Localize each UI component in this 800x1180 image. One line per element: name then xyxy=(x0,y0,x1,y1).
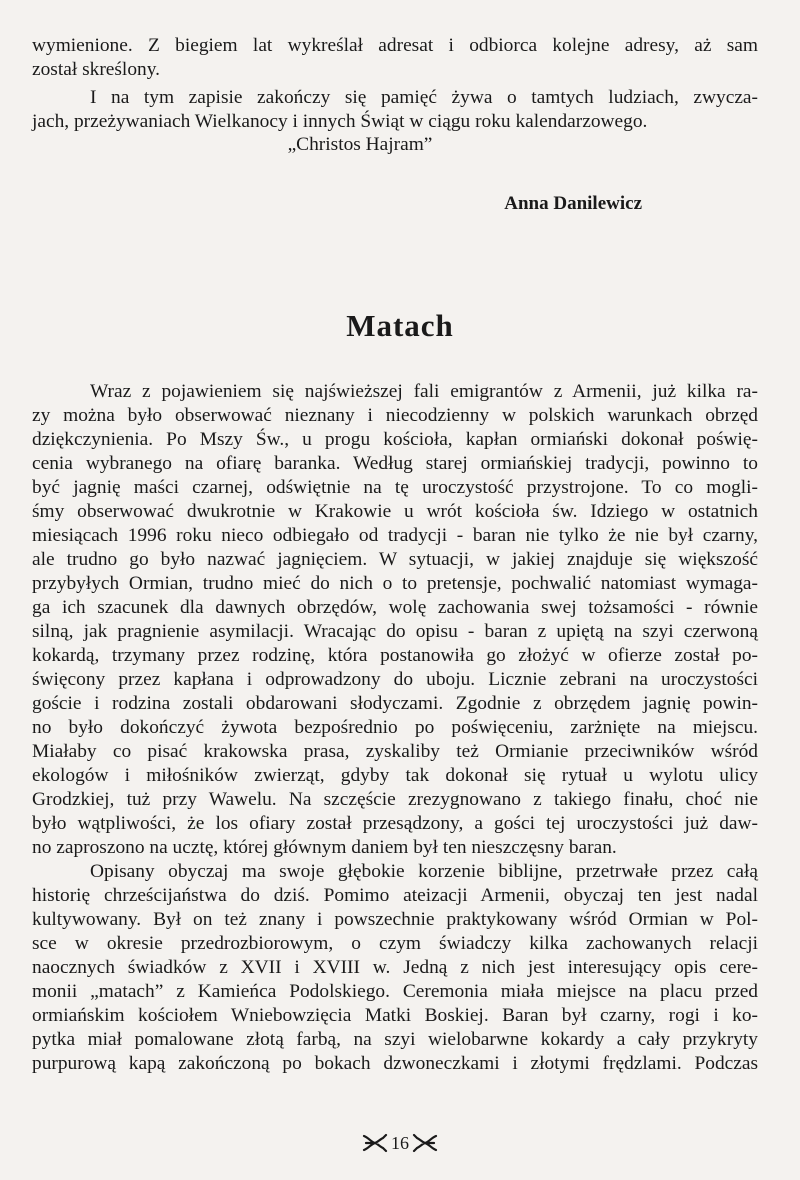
body-line: ga ich szacunek dla dawnych obrzędów, wolę zachowania swej tożsamości - równie xyxy=(32,597,758,618)
body-line: miesiącach 1996 roku nieco odbiegało od tradycji - baran nie tylko że nie był czarny, xyxy=(32,525,758,546)
body-line: ekologów i miłośników zwierząt, gdyby tak dokonał się rytuał u wylotu ulicy xyxy=(32,765,758,786)
body-line: dziękczynienia. Po Mszy Św., u progu kościoła, kapłan ormiański dokonał poświę- xyxy=(32,429,758,450)
body-line: śmy obserwować dwukrotnie w Krakowie u wrót kościoła św. Idziego w ostatnich xyxy=(32,501,758,522)
body-line: kokardą, trzymany przez rodzinę, która postanowiła go złożyć w ofierze został po- xyxy=(32,645,758,666)
author-name: Anna Danilewicz xyxy=(504,193,642,214)
body-line: Miałaby co pisać krakowska prasa, zyskaliby też Ormianie przeciwników wśród xyxy=(32,741,758,762)
body-line: sce w okresie przedrozbiorowym, o czym świadczy kilka zachowanych relacji xyxy=(32,933,758,954)
closing-quote: „Christos Hajram” xyxy=(287,134,433,155)
body-line: monii „matach” z Kamieńca Podolskiego. Ceremonia miała miejsce na placu przed xyxy=(32,981,758,1002)
body-line: pytka miał pomalowane złotą farbą, na szyi wielobarwne kokardy a cały przykryty xyxy=(32,1029,758,1050)
body-line: goście i rodzina zostali obdarowani słodyczami. Zgodnie z obrzędem jagnię powin- xyxy=(32,693,758,714)
prev-line-2: został skreślony. xyxy=(32,59,160,80)
body-line: silną, jak pragnienie asymilacji. Wracając do opisu - baran z upiętą na szyi czerwoną xyxy=(32,621,758,642)
body-line: ormiańskim kościołem Wniebowzięcia Matki Boskiej. Baran był czarny, rogi i ko- xyxy=(32,1005,758,1026)
page-footer xyxy=(0,1132,800,1154)
left-ornament-icon xyxy=(361,1132,389,1154)
prev-line-3: I na tym zapisie zakończy się pamięć żywa o tamtych ludziach, zwycza- xyxy=(90,87,758,108)
body-line: Opisany obyczaj ma swoje głębokie korzenie biblijne, przetrwałe przez całą xyxy=(90,861,758,882)
body-line: święcony przez kapłana i odprowadzony do uboju. Licznie zebrani na uroczystości xyxy=(32,669,758,690)
body-line: cenia wybranego na ofiarę baranka. Według starej ormiańskiej tradycji, powinno to xyxy=(32,453,758,474)
body-line: było wątpliwości, że los ofiary został przesądzony, a gości tej uroczystości już daw- xyxy=(32,813,758,834)
body-line: no było dokończyć żywota bezpośrednio po poświęceniu, zarżnięte na miejscu. xyxy=(32,717,758,738)
right-ornament-icon xyxy=(411,1132,439,1154)
article-title: Matach xyxy=(346,308,454,343)
body-line: Wraz z pojawieniem się najświeższej fali emigrantów z Armenii, już kilka ra- xyxy=(90,381,758,402)
prev-line-4: jach, przeżywaniach Wielkanocy i innych Świąt w ciągu roku kalendarzowego. xyxy=(32,111,648,132)
body-line: ale trudno go było nazwać jagnięciem. W sytuacji, w jakiej znajduje się większość xyxy=(32,549,758,570)
body-line: no zaproszono na ucztę, której głównym daniem był ten nieszczęsny baran. xyxy=(32,837,617,858)
page-number: 16 xyxy=(391,1132,409,1153)
prev-line-1: wymienione. Z biegiem lat wykreślał adresat i odbiorca kolejne adresy, aż sam xyxy=(32,35,758,56)
body-line: purpurową kapą zakończoną po bokach dzwoneczkami i złotymi frędzlami. Podczas xyxy=(32,1053,758,1074)
body-line: zy można było obserwować nieznany i niecodzienny w polskich warunkach obrzęd xyxy=(32,405,758,426)
body-line: historię chrześcijaństwa do dziś. Pomimo ateizacji Armenii, obyczaj ten jest nadal xyxy=(32,885,758,906)
body-line: przybyłych Ormian, trudno mieć do nich o to pretensje, pochwalić natomiast wymaga- xyxy=(32,573,758,594)
body-line: Grodzkiej, tuż przy Wawelu. Na szczęście zrezygnowano z takiego finału, choć nie xyxy=(32,789,758,810)
body-line: być jagnię maści czarnej, odświętnie na tę uroczystość przystrojone. To co mogli- xyxy=(32,477,758,498)
body-line: kultywowany. Był on też znany i powszechnie praktykowany wśród Ormian w Pol- xyxy=(32,909,758,930)
body-line: naocznych świadków z XVII i XVIII w. Jedną z nich jest interesujący opis cere- xyxy=(32,957,758,978)
